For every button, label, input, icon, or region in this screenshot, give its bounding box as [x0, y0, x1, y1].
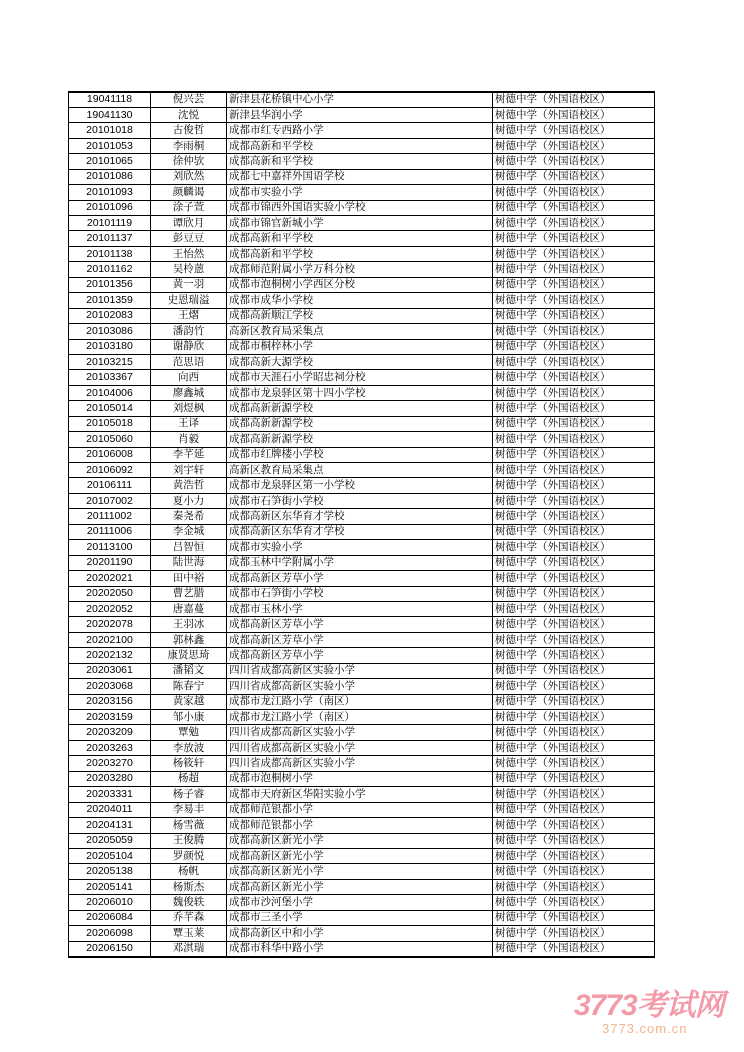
student-name-cell: 杨雪薇	[151, 818, 227, 833]
admitted-school-cell: 树德中学（外国语校区）	[493, 771, 655, 786]
student-name-cell: 陆世海	[151, 555, 227, 570]
admitted-school-cell: 树德中学（外国语校区）	[493, 169, 655, 184]
primary-school-cell: 成都市龙泉驿区第十四小学校	[227, 385, 493, 400]
admitted-school-cell: 树德中学（外国语校区）	[493, 370, 655, 385]
student-id-cell: 20105018	[69, 416, 151, 431]
student-id-cell: 20203331	[69, 787, 151, 802]
student-id-cell: 20113100	[69, 540, 151, 555]
table-row	[69, 617, 655, 632]
student-name-cell: 郭林鑫	[151, 632, 227, 647]
primary-school-cell: 成都市天府新区华阳实验小学	[227, 787, 493, 802]
table-row	[69, 895, 655, 910]
table-row	[69, 200, 655, 215]
primary-school-cell: 成都高新新源学校	[227, 401, 493, 416]
student-name-cell: 罗颜悦	[151, 848, 227, 863]
student-id-cell: 20203156	[69, 694, 151, 709]
student-id-cell: 20206098	[69, 926, 151, 941]
admitted-school-cell: 树德中学（外国语校区）	[493, 879, 655, 894]
table-row	[69, 926, 655, 941]
admitted-school-cell: 树德中学（外国语校区）	[493, 92, 655, 107]
table-row	[69, 571, 655, 586]
primary-school-cell: 成都高新新源学校	[227, 432, 493, 447]
student-name-cell: 夏小力	[151, 493, 227, 508]
admitted-school-cell: 树德中学（外国语校区）	[493, 941, 655, 956]
table-row	[69, 339, 655, 354]
primary-school-cell: 成都高新区东华育才学校	[227, 509, 493, 524]
table-row	[69, 138, 655, 153]
student-name-cell: 唐嘉蔓	[151, 601, 227, 616]
student-name-cell: 范思语	[151, 354, 227, 369]
student-name-cell: 李易丰	[151, 802, 227, 817]
student-name-cell: 沈悦	[151, 107, 227, 122]
table-row	[69, 185, 655, 200]
admitted-school-cell: 树德中学（外国语校区）	[493, 231, 655, 246]
student-id-cell: 20202078	[69, 617, 151, 632]
table-row	[69, 725, 655, 740]
table-row	[69, 632, 655, 647]
student-id-cell: 20205104	[69, 848, 151, 863]
student-id-cell: 20203270	[69, 756, 151, 771]
student-name-cell: 刘欣然	[151, 169, 227, 184]
table-row	[69, 478, 655, 493]
student-id-cell: 20101138	[69, 246, 151, 261]
student-name-cell: 史恩瑞溢	[151, 293, 227, 308]
admitted-school-cell: 树德中学（外国语校区）	[493, 787, 655, 802]
student-name-cell: 李雨桐	[151, 138, 227, 153]
student-id-cell: 20105060	[69, 432, 151, 447]
student-name-cell: 王羽冰	[151, 617, 227, 632]
table-row	[69, 864, 655, 879]
student-name-cell: 刘宇轩	[151, 463, 227, 478]
student-id-cell: 20103367	[69, 370, 151, 385]
admitted-school-cell: 树德中学（外国语校区）	[493, 632, 655, 647]
student-name-cell: 古俊哲	[151, 123, 227, 138]
student-name-cell: 李金城	[151, 524, 227, 539]
admitted-school-cell: 树德中学（外国语校区）	[493, 864, 655, 879]
primary-school-cell: 新津县花桥镇中心小学	[227, 92, 493, 107]
table-row	[69, 107, 655, 122]
admitted-school-cell: 树德中学（外国语校区）	[493, 385, 655, 400]
student-name-cell: 颜麟谒	[151, 185, 227, 200]
table-row	[69, 710, 655, 725]
primary-school-cell: 成都高新和平学校	[227, 138, 493, 153]
primary-school-cell: 成都市泡桐树小学西区分校	[227, 277, 493, 292]
student-id-cell: 20203068	[69, 679, 151, 694]
primary-school-cell: 成都高新顺江学校	[227, 308, 493, 323]
student-id-cell: 20203263	[69, 740, 151, 755]
student-id-cell: 20101162	[69, 262, 151, 277]
table-row	[69, 694, 655, 709]
admitted-school-cell: 树德中学（外国语校区）	[493, 663, 655, 678]
admitted-school-cell: 树德中学（外国语校区）	[493, 895, 655, 910]
primary-school-cell: 成都高新区芳草小学	[227, 571, 493, 586]
table-row	[69, 524, 655, 539]
admitted-school-cell: 树德中学（外国语校区）	[493, 756, 655, 771]
primary-school-cell: 成都高新区芳草小学	[227, 648, 493, 663]
student-name-cell: 谭欣月	[151, 216, 227, 231]
table-row	[69, 879, 655, 894]
primary-school-cell: 成都市天涯石小学昭忠祠分校	[227, 370, 493, 385]
student-name-cell: 杨斯杰	[151, 879, 227, 894]
table-row	[69, 740, 655, 755]
admitted-school-cell: 树德中学（外国语校区）	[493, 123, 655, 138]
student-name-cell: 黄浩哲	[151, 478, 227, 493]
primary-school-cell: 成都市成华小学校	[227, 293, 493, 308]
admitted-school-cell: 树德中学（外国语校区）	[493, 617, 655, 632]
student-name-cell: 杨帆	[151, 864, 227, 879]
table-row	[69, 262, 655, 277]
student-name-cell: 王译	[151, 416, 227, 431]
admitted-school-cell: 树德中学（外国语校区）	[493, 679, 655, 694]
student-name-cell: 王熠	[151, 308, 227, 323]
student-name-cell: 涂子萱	[151, 200, 227, 215]
admitted-school-cell: 树德中学（外国语校区）	[493, 324, 655, 339]
student-id-cell: 20106008	[69, 447, 151, 462]
table-row	[69, 324, 655, 339]
primary-school-cell: 成都市实验小学	[227, 540, 493, 555]
student-name-cell: 覃玉莱	[151, 926, 227, 941]
primary-school-cell: 成都市红牌楼小学校	[227, 447, 493, 462]
student-name-cell: 乔芊森	[151, 910, 227, 925]
admitted-school-cell: 树德中学（外国语校区）	[493, 216, 655, 231]
student-id-cell: 20202050	[69, 586, 151, 601]
student-name-cell: 彭豆豆	[151, 231, 227, 246]
student-id-cell: 20205138	[69, 864, 151, 879]
table-row	[69, 493, 655, 508]
primary-school-cell: 成都市三圣小学	[227, 910, 493, 925]
student-name-cell: 曹艺腊	[151, 586, 227, 601]
table-row	[69, 679, 655, 694]
admitted-school-cell: 树德中学（外国语校区）	[493, 926, 655, 941]
admitted-school-cell: 树德中学（外国语校区）	[493, 524, 655, 539]
admitted-school-cell: 树德中学（外国语校区）	[493, 478, 655, 493]
admitted-school-cell: 树德中学（外国语校区）	[493, 555, 655, 570]
admitted-school-cell: 树德中学（外国语校区）	[493, 586, 655, 601]
student-id-cell: 20103086	[69, 324, 151, 339]
student-name-cell: 陈春宁	[151, 679, 227, 694]
table-row	[69, 787, 655, 802]
student-name-cell: 杨子睿	[151, 787, 227, 802]
student-name-cell: 康贤思琦	[151, 648, 227, 663]
student-name-cell: 杨筱轩	[151, 756, 227, 771]
student-name-cell: 谢静欣	[151, 339, 227, 354]
student-id-cell: 20111002	[69, 509, 151, 524]
student-id-cell: 20103180	[69, 339, 151, 354]
student-id-cell: 20203061	[69, 663, 151, 678]
primary-school-cell: 成都高新和平学校	[227, 231, 493, 246]
primary-school-cell: 四川省成都高新区实验小学	[227, 725, 493, 740]
student-name-cell: 潘韬文	[151, 663, 227, 678]
primary-school-cell: 成都师范银都小学	[227, 802, 493, 817]
admitted-school-cell: 树德中学（外国语校区）	[493, 246, 655, 261]
student-id-cell: 20107002	[69, 493, 151, 508]
primary-school-cell: 成都市龙江路小学（南区）	[227, 710, 493, 725]
student-id-cell: 20101096	[69, 200, 151, 215]
primary-school-cell: 成都高新区新光小学	[227, 848, 493, 863]
student-id-cell: 20203209	[69, 725, 151, 740]
student-name-cell: 杨超	[151, 771, 227, 786]
primary-school-cell: 成都高新区芳草小学	[227, 632, 493, 647]
primary-school-cell: 四川省成都高新区实验小学	[227, 756, 493, 771]
primary-school-cell: 成都七中嘉祥外国语学校	[227, 169, 493, 184]
table-row	[69, 354, 655, 369]
student-id-cell: 20102083	[69, 308, 151, 323]
admitted-school-cell: 树德中学（外国语校区）	[493, 293, 655, 308]
table-row	[69, 601, 655, 616]
table-row	[69, 910, 655, 925]
student-name-cell: 吕智恒	[151, 540, 227, 555]
table-row	[69, 756, 655, 771]
primary-school-cell: 四川省成都高新区实验小学	[227, 663, 493, 678]
table-row	[69, 432, 655, 447]
admission-table-body	[69, 92, 655, 957]
student-name-cell: 邓淇瑞	[151, 941, 227, 956]
student-id-cell: 19041130	[69, 107, 151, 122]
table-row	[69, 941, 655, 956]
primary-school-cell: 高新区教育局采集点	[227, 324, 493, 339]
admitted-school-cell: 树德中学（外国语校区）	[493, 432, 655, 447]
watermark-logo	[574, 990, 734, 1038]
primary-school-cell: 成都高新区芳草小学	[227, 617, 493, 632]
admitted-school-cell: 树德中学（外国语校区）	[493, 401, 655, 416]
table-row	[69, 293, 655, 308]
primary-school-cell: 成都市红专西路小学	[227, 123, 493, 138]
student-name-cell: 魏俊轶	[151, 895, 227, 910]
primary-school-cell: 成都市沙河堡小学	[227, 895, 493, 910]
primary-school-cell: 成都师范附属小学万科分校	[227, 262, 493, 277]
student-id-cell: 20201190	[69, 555, 151, 570]
student-id-cell: 20101086	[69, 169, 151, 184]
primary-school-cell: 成都师范银都小学	[227, 818, 493, 833]
admitted-school-cell: 树德中学（外国语校区）	[493, 818, 655, 833]
student-id-cell: 20202132	[69, 648, 151, 663]
student-name-cell: 田中裕	[151, 571, 227, 586]
table-row	[69, 123, 655, 138]
table-row	[69, 663, 655, 678]
admitted-school-cell: 树德中学（外国语校区）	[493, 200, 655, 215]
student-name-cell: 黄一羽	[151, 277, 227, 292]
table-row	[69, 771, 655, 786]
admitted-school-cell: 树德中学（外国语校区）	[493, 740, 655, 755]
table-row	[69, 648, 655, 663]
primary-school-cell: 成都市玉林小学	[227, 601, 493, 616]
table-row	[69, 447, 655, 462]
table-row	[69, 848, 655, 863]
student-name-cell: 邹小康	[151, 710, 227, 725]
student-name-cell: 徐仲欤	[151, 154, 227, 169]
table-row	[69, 463, 655, 478]
admitted-school-cell: 树德中学（外国语校区）	[493, 694, 655, 709]
primary-school-cell: 成都市锦官新城小学	[227, 216, 493, 231]
table-row	[69, 169, 655, 184]
student-id-cell: 20101065	[69, 154, 151, 169]
student-id-cell: 20202021	[69, 571, 151, 586]
student-id-cell: 20202052	[69, 601, 151, 616]
student-id-cell: 20206150	[69, 941, 151, 956]
student-id-cell: 20206084	[69, 910, 151, 925]
admitted-school-cell: 树德中学（外国语校区）	[493, 540, 655, 555]
admitted-school-cell: 树德中学（外国语校区）	[493, 648, 655, 663]
admitted-school-cell: 树德中学（外国语校区）	[493, 262, 655, 277]
admitted-school-cell: 树德中学（外国语校区）	[493, 416, 655, 431]
primary-school-cell: 成都高新和平学校	[227, 154, 493, 169]
primary-school-cell: 新津县华润小学	[227, 107, 493, 122]
student-name-cell: 肖毅	[151, 432, 227, 447]
student-id-cell: 20101359	[69, 293, 151, 308]
table-row	[69, 555, 655, 570]
table-row	[69, 154, 655, 169]
student-id-cell: 20101137	[69, 231, 151, 246]
student-name-cell: 向西	[151, 370, 227, 385]
primary-school-cell: 成都市龙江路小学（南区）	[227, 694, 493, 709]
student-id-cell: 20101053	[69, 138, 151, 153]
table-row	[69, 308, 655, 323]
table-row	[69, 416, 655, 431]
primary-school-cell: 成都市石笋街小学校	[227, 586, 493, 601]
table-row	[69, 818, 655, 833]
table-row	[69, 246, 655, 261]
watermark-main-text: 3773考试网	[574, 989, 724, 1022]
student-id-cell: 20101119	[69, 216, 151, 231]
admitted-school-cell: 树德中学（外国语校区）	[493, 277, 655, 292]
primary-school-cell: 成都市科华中路小学	[227, 941, 493, 956]
admitted-school-cell: 树德中学（外国语校区）	[493, 308, 655, 323]
student-id-cell: 20203159	[69, 710, 151, 725]
student-id-cell: 20203280	[69, 771, 151, 786]
admitted-school-cell: 树德中学（外国语校区）	[493, 138, 655, 153]
admitted-school-cell: 树德中学（外国语校区）	[493, 710, 655, 725]
primary-school-cell: 成都高新区新光小学	[227, 833, 493, 848]
admitted-school-cell: 树德中学（外国语校区）	[493, 601, 655, 616]
student-name-cell: 李放波	[151, 740, 227, 755]
student-name-cell: 王怡然	[151, 246, 227, 261]
admission-table	[68, 91, 655, 958]
student-id-cell: 20205059	[69, 833, 151, 848]
student-id-cell: 20111006	[69, 524, 151, 539]
student-id-cell: 20101018	[69, 123, 151, 138]
primary-school-cell: 成都高新区中和小学	[227, 926, 493, 941]
student-id-cell: 20103215	[69, 354, 151, 369]
table-row	[69, 385, 655, 400]
primary-school-cell: 成都高新大源学校	[227, 354, 493, 369]
student-name-cell: 刘煜枫	[151, 401, 227, 416]
table-row	[69, 540, 655, 555]
primary-school-cell: 成都高新区新光小学	[227, 879, 493, 894]
student-name-cell: 廖鑫城	[151, 385, 227, 400]
primary-school-cell: 成都高新区新光小学	[227, 864, 493, 879]
table-row	[69, 231, 655, 246]
admitted-school-cell: 树德中学（外国语校区）	[493, 463, 655, 478]
student-id-cell: 20101093	[69, 185, 151, 200]
admitted-school-cell: 树德中学（外国语校区）	[493, 725, 655, 740]
table-row	[69, 370, 655, 385]
admitted-school-cell: 树德中学（外国语校区）	[493, 339, 655, 354]
admitted-school-cell: 树德中学（外国语校区）	[493, 848, 655, 863]
student-id-cell: 20204011	[69, 802, 151, 817]
table-row	[69, 802, 655, 817]
admitted-school-cell: 树德中学（外国语校区）	[493, 833, 655, 848]
admitted-school-cell: 树德中学（外国语校区）	[493, 154, 655, 169]
primary-school-cell: 成都市实验小学	[227, 185, 493, 200]
table-row	[69, 401, 655, 416]
student-id-cell: 20106092	[69, 463, 151, 478]
admitted-school-cell: 树德中学（外国语校区）	[493, 185, 655, 200]
student-name-cell: 王俊腾	[151, 833, 227, 848]
student-name-cell: 潘韵竹	[151, 324, 227, 339]
student-id-cell: 19041118	[69, 92, 151, 107]
student-id-cell: 20205141	[69, 879, 151, 894]
student-id-cell: 20202100	[69, 632, 151, 647]
student-name-cell: 黄家越	[151, 694, 227, 709]
primary-school-cell: 成都高新新源学校	[227, 416, 493, 431]
primary-school-cell: 成都市泡桐树小学	[227, 771, 493, 786]
primary-school-cell: 成都高新区东华育才学校	[227, 524, 493, 539]
table-row	[69, 509, 655, 524]
primary-school-cell: 成都市桐梓林小学	[227, 339, 493, 354]
admitted-school-cell: 树德中学（外国语校区）	[493, 802, 655, 817]
student-name-cell: 覃勉	[151, 725, 227, 740]
student-id-cell: 20101356	[69, 277, 151, 292]
primary-school-cell: 成都高新和平学校	[227, 246, 493, 261]
student-name-cell: 吴柃蒽	[151, 262, 227, 277]
table-row	[69, 216, 655, 231]
student-id-cell: 20206010	[69, 895, 151, 910]
admitted-school-cell: 树德中学（外国语校区）	[493, 910, 655, 925]
primary-school-cell: 四川省成都高新区实验小学	[227, 679, 493, 694]
student-id-cell: 20204131	[69, 818, 151, 833]
student-id-cell: 20106111	[69, 478, 151, 493]
table-row	[69, 586, 655, 601]
admitted-school-cell: 树德中学（外国语校区）	[493, 107, 655, 122]
table-row	[69, 92, 655, 107]
student-name-cell: 秦尧希	[151, 509, 227, 524]
primary-school-cell: 高新区教育局采集点	[227, 463, 493, 478]
primary-school-cell: 成都玉林中学附属小学	[227, 555, 493, 570]
admitted-school-cell: 树德中学（外国语校区）	[493, 447, 655, 462]
admitted-school-cell: 树德中学（外国语校区）	[493, 493, 655, 508]
table-row	[69, 833, 655, 848]
student-name-cell: 李芊延	[151, 447, 227, 462]
admitted-school-cell: 树德中学（外国语校区）	[493, 354, 655, 369]
student-id-cell: 20105014	[69, 401, 151, 416]
admitted-school-cell: 树德中学（外国语校区）	[493, 571, 655, 586]
primary-school-cell: 成都市锦西外国语实验小学校	[227, 200, 493, 215]
admitted-school-cell: 树德中学（外国语校区）	[493, 509, 655, 524]
primary-school-cell: 成都市石笋街小学校	[227, 493, 493, 508]
table-row	[69, 277, 655, 292]
student-id-cell: 20104006	[69, 385, 151, 400]
primary-school-cell: 成都市龙泉驿区第一小学校	[227, 478, 493, 493]
watermark-url-text: 3773.com.cn	[602, 1021, 688, 1036]
student-name-cell: 倪兴芸	[151, 92, 227, 107]
primary-school-cell: 四川省成都高新区实验小学	[227, 740, 493, 755]
